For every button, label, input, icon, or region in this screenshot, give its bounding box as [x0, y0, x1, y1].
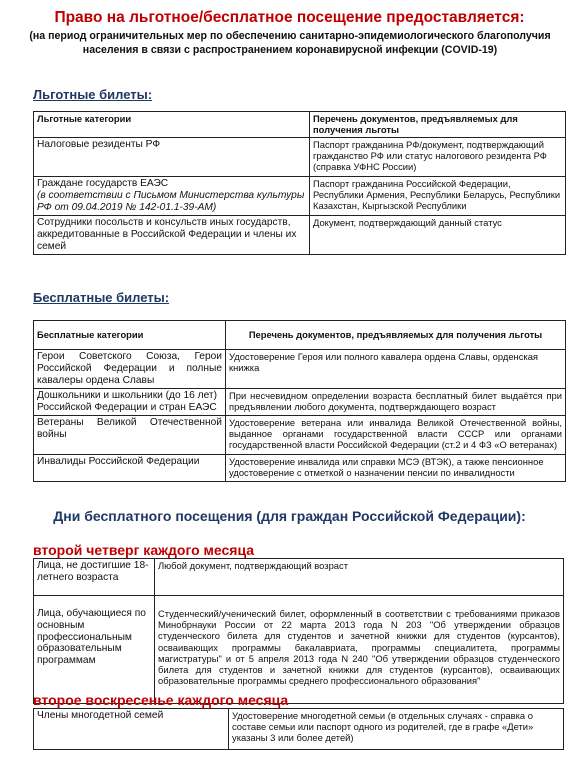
table-row	[34, 559, 564, 596]
category-text: Граждане государств ЕАЭС	[37, 178, 169, 189]
sunday-heading: второе воскресенье каждого месяца	[33, 692, 289, 708]
category-cell: Инвалиды Российской Федерации	[34, 455, 226, 482]
category-text: Сотрудники посольств и консульств иных государств, аккредитованные в Российской Федерации и члены их семей	[37, 217, 297, 252]
documents-cell: Удостоверение ветерана или инвалида Великой Отечественной войны, выданное органами государственной власти СССР или органами государственной власти Российской Федерации (ст.2 и 4 ФЗ «О ветеранах)	[226, 416, 566, 455]
table-header-row	[34, 321, 566, 350]
thursday-table	[33, 558, 564, 704]
documents-cell: Паспорт гражданина Российской Федерации, Республики Армения, Республики Беларусь, Республики Казахстан, Кыргызской Республики	[310, 177, 566, 216]
col-header-documents: Перечень документов, предъявляемых для получения льготы	[226, 321, 566, 350]
table-row	[34, 596, 564, 704]
table-row	[34, 416, 566, 455]
col-header-documents: Перечень документов, предъявляемых для получения льготы	[310, 112, 566, 138]
discount-table	[33, 111, 566, 255]
category-cell: Лица, не достигшие 18-летнего возраста	[34, 559, 155, 596]
category-cell: Члены многодетной семей	[34, 709, 229, 750]
thursday-heading: второй четверг каждого месяца	[33, 542, 255, 558]
category-cell: Ветераны Великой Отечественной войны	[34, 416, 226, 455]
category-note: (в соответствии с Письмом Министерства культуры РФ от 09.04.2019 № 142-01.1-39-АМ)	[37, 189, 305, 213]
documents-cell: Паспорт гражданина РФ/документ, подтверждающий гражданство РФ или статус налогового резидента РФ (справка УФНС России)	[310, 138, 566, 177]
documents-cell: Документ, подтверждающий данный статус	[310, 216, 566, 255]
documents-cell: Удостоверение многодетной семьи (в отдельных случаях - справка о составе семьи или паспорт одного из родителей, где в графе «Дети» указаны 3 или более детей)	[229, 709, 564, 750]
category-cell: Дошкольники и школьники (до 16 лет) Российской Федерации и стран ЕАЭС	[34, 389, 226, 416]
documents-cell: При несчевидном определении возраста бесплатный билет выдаётся при предъявлении любого документа, подтверждающего возраст	[226, 389, 566, 416]
category-cell	[34, 138, 310, 177]
table-row	[34, 350, 566, 389]
col-header-category: Бесплатные категории	[34, 321, 226, 350]
category-cell	[34, 216, 310, 255]
free-days-heading: Дни бесплатного посещения (для граждан Российской Федерации):	[53, 508, 526, 524]
documents-cell: Студенческий/ученический билет, оформленный в соответствии с требованиями приказов Минобрнауки России от 22 марта 2013 года N 203 "Об утверждении образцов студенческого билета для студентов и зачетной книжки для студентов (курсантов), осваивающих программы бакалавриата, программы специалитета, программы магистратуры" и от 5 апреля 2013 года N 240 "Об утверждении образцов студенческого билета для студентов и зачетной книжки для студентов (курсантов), осваивающих образовательные программы среднего профессионального образования"	[155, 596, 564, 704]
table-row	[34, 455, 566, 482]
page-title: Право на льготное/бесплатное посещение предоставляется:	[54, 9, 525, 26]
category-cell: Герои Советского Союза, Герои Российской Федерации и полные кавалеры ордена Славы	[34, 350, 226, 389]
sunday-table	[33, 708, 564, 750]
free-heading: Бесплатные билеты:	[33, 290, 170, 305]
table-row	[34, 709, 564, 750]
table-row	[34, 177, 566, 216]
table-row	[34, 389, 566, 416]
documents-cell: Удостоверение инвалида или справки МСЭ (ВТЭК), а также пенсионное удостоверение с отметкой о назначении пенсии по инвалидности	[226, 455, 566, 482]
col-header-category: Льготные категории	[34, 112, 310, 138]
category-cell: Лица, обучающиеся по основным профессиональным образовательным программам	[34, 596, 155, 704]
category-text: Налоговые резиденты РФ	[37, 139, 161, 150]
documents-cell: Любой документ, подтверждающий возраст	[155, 559, 564, 596]
documents-cell: Удостоверение Героя или полного кавалера ордена Славы, орденская книжка	[226, 350, 566, 389]
page-subtitle: (на период ограничительных мер по обеспечению санитарно-эпидемиологического благополучия населения в связи с распространением коронавирусной инфекции (COVID-19)	[29, 30, 551, 56]
table-header-row	[34, 112, 566, 138]
table-row	[34, 216, 566, 255]
category-cell	[34, 177, 310, 216]
table-row	[34, 138, 566, 177]
discount-heading: Льготные билеты:	[33, 87, 153, 102]
free-table	[33, 320, 566, 482]
